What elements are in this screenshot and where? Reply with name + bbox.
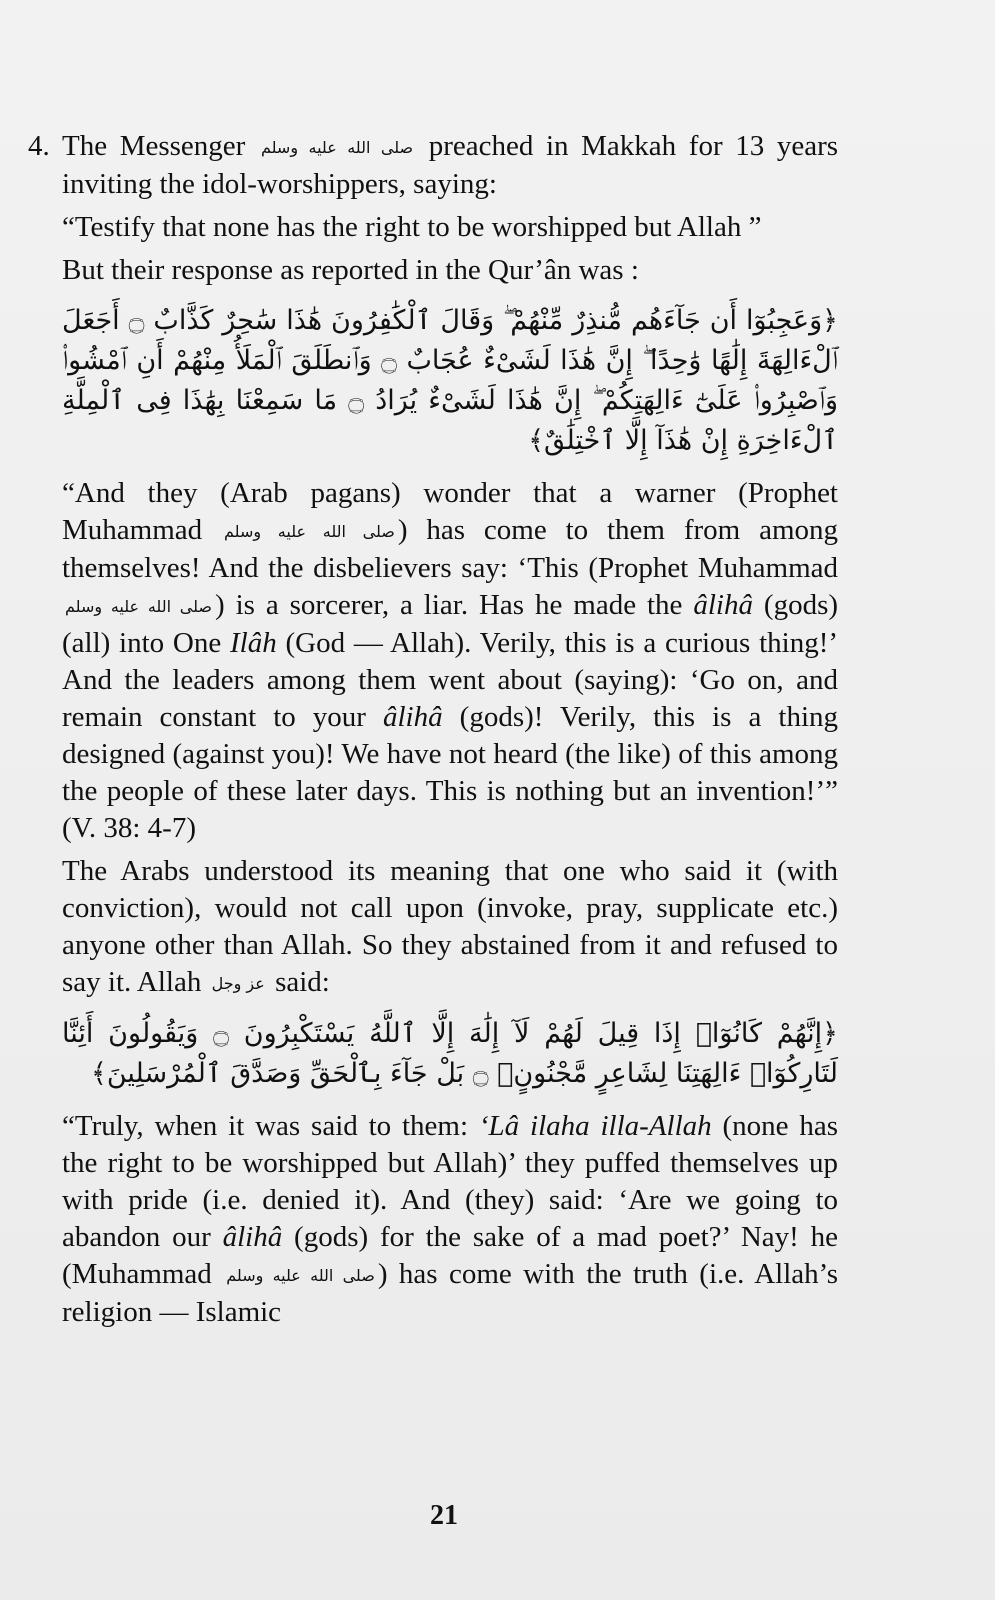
text-span: (gods) (all) into One (62, 589, 839, 659)
list-item-4 (28, 128, 838, 1337)
translation-37-35-37 (62, 1108, 838, 1331)
salutation-ligature: صلى الله عليه وسلم (260, 138, 414, 157)
text-span: The Messenger (62, 130, 246, 162)
salutation-ligature: صلى الله عليه وسلم (65, 597, 212, 616)
translation-38-4-7: “And they (Arab pagans) wonder that a warner (Prophet Muhammad صلى الله عليه وسلم ) has come to them from among themselves! And the disbelievers say: ‘This (Prophet Muhammad صلى الله عليه وسلم ) is a sorcerer, a liar. Has he made the âlihâ (gods) (all) into One Ilâh (God — Allah). Verily, this is a curious thing!’ And the leaders among them went about (saying): ‘Go on, and remain constant to your âlihâ (gods)! Verily, this is a thing designed (against you)! We have not heard (the like) of this among the people of these later days. This is nothing but an invention!’” (V. 38: 4-7) (62, 477, 839, 844)
text-span: “Truly, when it was said to them: (62, 1110, 469, 1142)
text-span: preached in Makkah for 13 years inviting the idol-worshippers, saying: (62, 130, 839, 200)
paragraph-arabs-understood (62, 853, 838, 1002)
text-span: has come to them from among themselves! And the disbelievers say: ‘This (Prophet Muhammad (62, 514, 839, 584)
italic-term: Ilâh (230, 627, 277, 659)
italic-term: ‘Lâ ilaha illa-Allah (478, 1110, 712, 1142)
text-span: ) has come with the truth (i.e. Allah’s religion — Islamic (62, 1258, 838, 1328)
text-span: (gods) for the sake of a mad poet?’ Nay! he (Muhammad (62, 1221, 839, 1290)
arabic-verse-38-4-7: ﴿وَعَجِبُوٓا أَن جَآءَهُم مُّنذِرٌ مِّنْهُمْ ۖ وَقَالَ ٱلْكَٰفِرُونَ هَٰذَا سَٰحِرٌ كَذَّابٌ ۝ أَجَعَلَ ٱلْءَالِهَةَ إِلَٰهًا وَٰحِدًا ۖ إِنَّ هَٰذَا لَشَىْءٌ عُجَابٌ ۝ وَٱنطَلَقَ ٱلْمَلَأُ مِنْهُمْ أَنِ ٱمْشُوا۟ وَٱصْبِرُوا۟ عَلَىٰٓ ءَالِهَتِكُمْ ۖ إِنَّ هَٰذَا لَشَىْءٌ يُرَادُ ۝ مَا سَمِعْنَا بِهَٰذَا فِى ٱلْمِلَّةِ ٱلْءَاخِرَةِ إِنْ هَٰذَآ إِلَّا ٱخْتِلَٰقٌ﴾ (62, 305, 839, 456)
text-span: is a sorcerer, a liar. Has he made the (235, 589, 683, 621)
italic-term: âlihâ (693, 589, 753, 621)
page-number: 21 (430, 1500, 458, 1531)
text-span: (God — Allah). Verily, this is a curious thing!’ And the leaders among them went about (saying): ‘Go on, and remain constant to your (62, 627, 839, 733)
text-span: (none has the right to be worshipped but Allah)’ they puffed themselves up with pride (i.e. denied it). And (they) said: ‘Are we going to abandon our (62, 1110, 839, 1253)
item-body (62, 128, 838, 1337)
page-content (28, 128, 838, 1337)
italic-term: âlihâ (383, 701, 443, 733)
azza-wajal-ligature: عز وجل (211, 974, 265, 993)
text-span: The Arabs understood its meaning that one who said it (with conviction), would not call upon (invoke, pray, supplicate etc.) anyone other than Allah. So they abstained from it and refused to say it. Allah (62, 855, 838, 998)
salutation-ligature: صلى الله عليه وسلم (226, 1266, 375, 1285)
paragraph-messenger (62, 128, 838, 203)
arabic-verse-37-35-37: ﴿إِنَّهُمْ كَانُوٓا۟ إِذَا قِيلَ لَهُمْ لَآ إِلَٰهَ إِلَّا ٱللَّهُ يَسْتَكْبِرُونَ ۝ وَيَقُولُونَ أَئِنَّا لَتَارِكُوٓا۟ ءَالِهَتِنَا لِشَاعِرٍ مَّجْنُونٍۭ ۝ بَلْ جَآءَ بِٱلْحَقِّ وَصَدَّقَ ٱلْمُرْسَلِينَ﴾ (62, 1018, 838, 1089)
italic-term: âlihâ (222, 1221, 283, 1253)
salutation-ligature: صلى الله عليه وسلم (224, 522, 395, 541)
text-span: “And they (Arab pagans) wonder that a warner (Prophet Muhammad (62, 477, 838, 546)
text-span: said: (275, 966, 330, 998)
item-number: 4. (28, 130, 50, 162)
response-intro: But their response as reported in the Qur’ân was : (62, 254, 639, 286)
text-span: (gods)! Verily, this is a thing designed (against you)! We have not heard (the like) of this among the people of these later days. This is nothing but an invention!’” (V. 38: 4-7) (62, 701, 839, 844)
testimony-quote: “Testify that none has the right to be worshipped but Allah ” (62, 211, 762, 243)
